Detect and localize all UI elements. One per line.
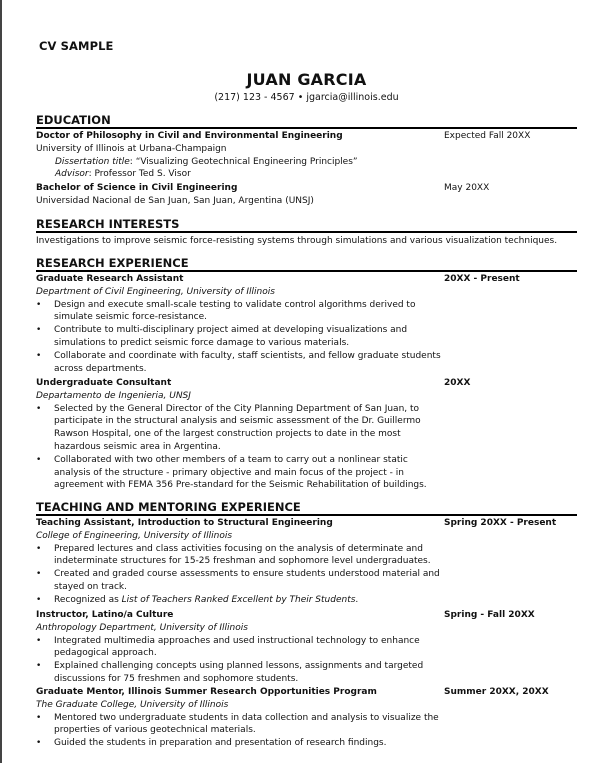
bullet-item: • Collaborated with two other members of a team to carry out a nonlinear static analysis of the structure - primary objective and main focus of the project - in agreement with FEMA 356 Pre-standard for the Seismic Rehabilitation of buildings. bbox=[36, 454, 442, 492]
bullet-item: • Explained challenging concepts using planned lessons, assignments and targeted discussions for 75 freshmen and sophomore students. bbox=[36, 660, 442, 686]
degree-title: Doctor of Philosophy in Civil and Environmental Engineering bbox=[36, 131, 343, 141]
organization: Anthropology Department, University of Illinois bbox=[36, 622, 248, 633]
position-title: Teaching Assistant, Introduction to Structural Engineering bbox=[36, 518, 333, 528]
recognized-suffix: . bbox=[355, 594, 359, 605]
degree-date: May 20XX bbox=[444, 183, 490, 193]
advisor-label: Advisor bbox=[55, 169, 89, 180]
dissertation-label: Dissertation title bbox=[55, 156, 130, 167]
position-title: Instructor, Latino/a Culture bbox=[36, 610, 174, 620]
section-heading-research-interests: RESEARCH INTERESTS bbox=[36, 217, 577, 233]
teaching-entry bbox=[36, 686, 577, 750]
school-name: University of Illinois at Urbana-Champaign bbox=[36, 143, 227, 154]
bullet-list bbox=[36, 635, 577, 686]
bullet-item: • Mentored two undergraduate students in data collection and analysis to visualize the properties of various geotechnical materials. bbox=[36, 712, 464, 738]
recognized-award: List of Teachers Ranked Excellent by Their Students bbox=[121, 594, 356, 605]
bullet-list bbox=[36, 712, 577, 750]
education-entry bbox=[36, 130, 577, 181]
section-heading-teaching: TEACHING AND MENTORING EXPERIENCE bbox=[36, 500, 577, 516]
bullet-item: • Collaborate and coordinate with faculty, staff scientists, and fellow graduate students across departments. bbox=[36, 350, 464, 376]
candidate-name: JUAN GARCIA bbox=[246, 70, 367, 89]
position-date: Summer 20XX, 20XX bbox=[444, 687, 549, 697]
organization: Department of Civil Engineering, University of Illinois bbox=[36, 286, 275, 297]
teaching-entry bbox=[36, 517, 577, 607]
bullet-item: • Prepared lectures and class activities focusing on the analysis of determinate and indeterminate structures for 15-25 freshman and sophomore level undergraduates. bbox=[36, 543, 464, 569]
position-title: Graduate Research Assistant bbox=[36, 274, 184, 284]
contact-line bbox=[36, 92, 577, 103]
advisor-line bbox=[36, 168, 577, 181]
education-entry bbox=[36, 182, 577, 208]
section-heading-education: EDUCATION bbox=[36, 113, 577, 129]
bullet-item: • Guided the students in preparation and presentation of research findings. bbox=[36, 737, 464, 750]
contact-separator: • bbox=[297, 92, 304, 103]
position-title: Graduate Mentor, Illinois Summer Research Opportunities Program bbox=[36, 687, 377, 697]
recognized-prefix: Recognized as bbox=[54, 594, 122, 605]
position-date: 20XX - Present bbox=[444, 274, 520, 284]
organization: College of Engineering, University of Illinois bbox=[36, 530, 233, 541]
teaching-entry bbox=[36, 609, 577, 686]
school-name: Universidad Nacional de San Juan, San Juan, Argentina (UNSJ) bbox=[36, 195, 314, 206]
degree-title: Bachelor of Science in Civil Engineering bbox=[36, 183, 238, 193]
section-heading-research-experience: RESEARCH EXPERIENCE bbox=[36, 256, 577, 272]
experience-entry bbox=[36, 377, 577, 492]
position-date: 20XX bbox=[444, 378, 471, 388]
dissertation-line bbox=[36, 156, 577, 169]
bullet-item: • Created and graded course assessments to ensure students understood material and stayed on track. bbox=[36, 568, 464, 594]
bullet-item: • Contribute to multi-disciplinary project aimed at developing visualizations and simulations to predict seismic force damage to various materials. bbox=[36, 324, 442, 350]
page-left-edge bbox=[0, 0, 2, 763]
bullet-item: • Design and execute small-scale testing to validate control algorithms derived to simulate seismic force-resistance. bbox=[36, 299, 442, 325]
bullet-list bbox=[36, 543, 577, 607]
organization: The Graduate College, University of Illinois bbox=[36, 699, 229, 710]
position-title: Undergraduate Consultant bbox=[36, 378, 172, 388]
phone-number: (217) 123 - 4567 bbox=[214, 92, 295, 103]
position-date: Spring - Fall 20XX bbox=[444, 610, 535, 620]
bullet-list bbox=[36, 403, 577, 493]
bullet-list bbox=[36, 299, 577, 376]
email-address[interactable]: jgarcia@illinois.edu bbox=[306, 92, 399, 103]
organization: Departamento de Ingenieria, UNSJ bbox=[36, 390, 191, 401]
position-date: Spring 20XX - Present bbox=[444, 518, 557, 528]
dissertation-value: : “Visualizing Geotechnical Engineering Principles” bbox=[129, 156, 358, 167]
research-interests-text: Investigations to improve seismic force-resisting systems through simulations and various visualization techniques. bbox=[36, 236, 558, 246]
experience-entry bbox=[36, 273, 577, 375]
bullet-item-recognition bbox=[36, 594, 464, 607]
bullet-item: • Selected by the General Director of the City Planning Department of San Juan, to participate in the structural analysis and seismic assessment of the Dr. Guillermo Rawson Hospital, one of the largest construction projects to date in the most hazardous seismic area in Argentina. bbox=[36, 403, 442, 454]
bullet-item: • Integrated multimedia approaches and used instructional technology to enhance pedagogical approach. bbox=[36, 635, 442, 661]
advisor-value: : Professor Ted S. Visor bbox=[88, 169, 191, 180]
cv-sample-label: CV SAMPLE bbox=[39, 39, 114, 53]
degree-date: Expected Fall 20XX bbox=[444, 131, 531, 141]
